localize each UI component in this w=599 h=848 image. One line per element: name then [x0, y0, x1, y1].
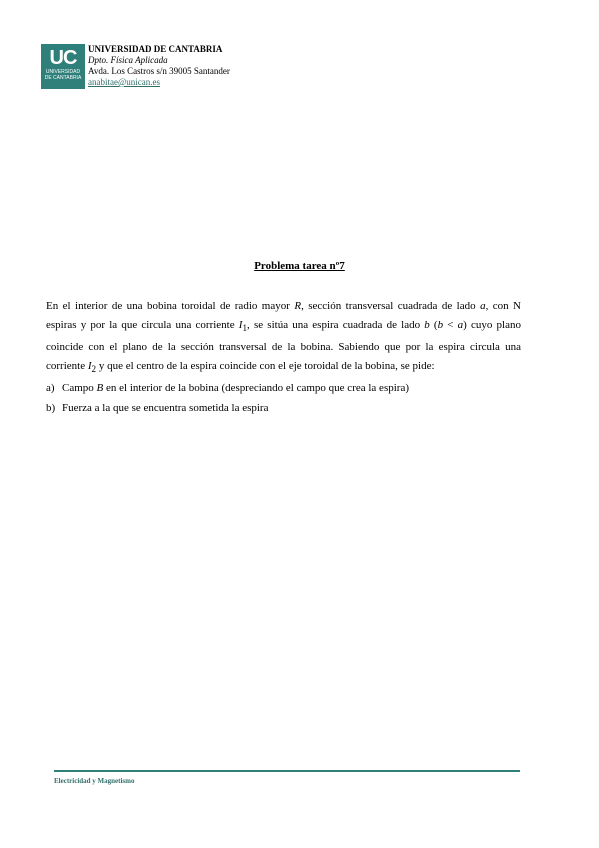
statement-text: (: [429, 319, 438, 331]
statement-text: En el interior de una bobina toroidal de radio mayor: [46, 300, 295, 312]
item-text: [62, 378, 409, 398]
problem-statement: [46, 297, 521, 379]
subscript-1: 1: [242, 323, 248, 334]
item-text-pre: Fuerza a la que se encuentra sometida la espira: [62, 402, 269, 414]
list-item: [46, 378, 521, 398]
university-logo: [41, 44, 85, 89]
letterhead: [88, 44, 230, 88]
statement-text: , sección transversal cuadrada de lado: [301, 300, 481, 312]
subscript-2: 2: [91, 364, 97, 375]
logo-line-2: DE CANTABRIA: [44, 75, 82, 81]
item-text-post: en el interior de la bobina (despreciando el campo que crea la espira): [103, 382, 409, 394]
footer-course-name: Electricidad y Magnetismo: [54, 777, 135, 785]
question-list: [46, 378, 521, 418]
item-text-pre: Campo: [62, 382, 97, 394]
symbol-I: I: [238, 319, 243, 331]
email-link[interactable]: anabitae@unican.es: [88, 77, 161, 87]
university-name: UNIVERSIDAD DE CANTABRIA: [88, 44, 223, 54]
symbol-B: B: [96, 382, 104, 394]
statement-text: <: [443, 319, 458, 331]
logo-mark: UC: [49, 47, 77, 69]
address: Avda. Los Castros s/n 39005 Santander: [88, 66, 230, 76]
symbol-a: a: [457, 319, 464, 331]
statement-text: ) cuyo plano coincide con el plano de la sección transversal de la bobina. Sabiendo que por la espira circula una corriente: [46, 319, 521, 373]
footer-divider: [54, 770, 520, 772]
list-item: [46, 398, 521, 418]
logo-line-1: UNIVERSIDAD: [45, 69, 81, 75]
symbol-b: b: [424, 319, 430, 331]
statement-text: y que el centro de la espira coincide con el eje toroidal de la bobina, se pide:: [96, 360, 435, 373]
symbol-I: I: [87, 360, 92, 373]
item-letter: a): [46, 382, 55, 394]
statement-text: , con N espiras y por la que circula una corriente: [46, 300, 521, 331]
department-name: Dpto. Física Aplicada: [88, 55, 168, 65]
statement-text: , se sitúa una espira cuadrada de lado: [247, 319, 425, 331]
symbol-b: b: [437, 319, 444, 331]
item-text: [62, 398, 268, 418]
symbol-R: R: [294, 300, 302, 312]
problem-title: Problema tarea nº7: [254, 260, 345, 272]
symbol-a: a: [480, 300, 486, 312]
item-letter: b): [46, 402, 56, 414]
